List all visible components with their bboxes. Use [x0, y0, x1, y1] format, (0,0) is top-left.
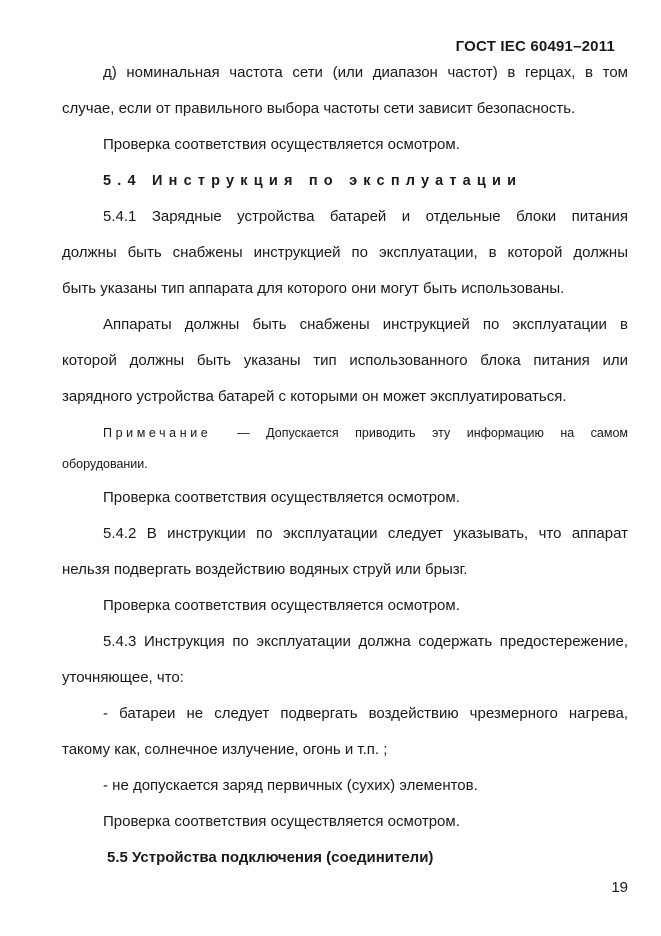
list-item: - батареи не следует подвергать воздействию чрезмерного нагрева, [103, 705, 628, 722]
paragraph-line: Аппараты должны быть снабжены инструкцией по эксплуатации в [103, 316, 628, 333]
section-heading-5-5: 5.5 Устройства подключения (соединители) [107, 849, 434, 866]
note-line-continued: оборудовании. [62, 457, 148, 471]
paragraph-line: нельзя подвергать воздействию водяных струй или брызг. [62, 561, 468, 578]
verification-note: Проверка соответствия осуществляется осмотром. [103, 597, 460, 614]
verification-note: Проверка соответствия осуществляется осмотром. [103, 136, 460, 153]
section-heading-5-4: 5.4 Инструкция по эксплуатации [103, 173, 523, 189]
note-text: — Допускается приводить эту информацию на самом [237, 426, 628, 440]
list-item-continued: такому как, солнечное излучение, огонь и т.п. ; [62, 741, 388, 758]
paragraph-line: быть указаны тип аппарата для которого они могут быть использованы. [62, 280, 565, 297]
list-item: - не допускается заряд первичных (сухих) элементов. [103, 777, 478, 794]
document-header-id: ГОСТ IEC 60491–2011 [455, 38, 615, 55]
paragraph-line: должны быть снабжены инструкцией по эксплуатации, в которой должны [62, 244, 628, 261]
paragraph-line: д) номинальная частота сети (или диапазон частот) в герцах, в том [103, 64, 628, 81]
paragraph-line: 5.4.2 В инструкции по эксплуатации следует указывать, что аппарат [103, 525, 628, 542]
paragraph-line: 5.4.1 Зарядные устройства батарей и отдельные блоки питания [103, 208, 628, 225]
note-label: Примечание [103, 426, 212, 440]
verification-note: Проверка соответствия осуществляется осмотром. [103, 813, 460, 830]
paragraph-line: 5.4.3 Инструкция по эксплуатации должна содержать предостережение, [103, 633, 628, 650]
note-line [103, 424, 628, 442]
paragraph-line: случае, если от правильного выбора частоты сети зависит безопасность. [62, 100, 576, 117]
paragraph-line: уточняющее, что: [62, 669, 184, 686]
page-number: 19 [611, 879, 628, 896]
paragraph-line: зарядного устройства батарей с которыми он может эксплуатироваться. [62, 388, 567, 405]
paragraph-line: которой должны быть указаны тип использованного блока питания или [62, 352, 628, 369]
verification-note: Проверка соответствия осуществляется осмотром. [103, 489, 460, 506]
